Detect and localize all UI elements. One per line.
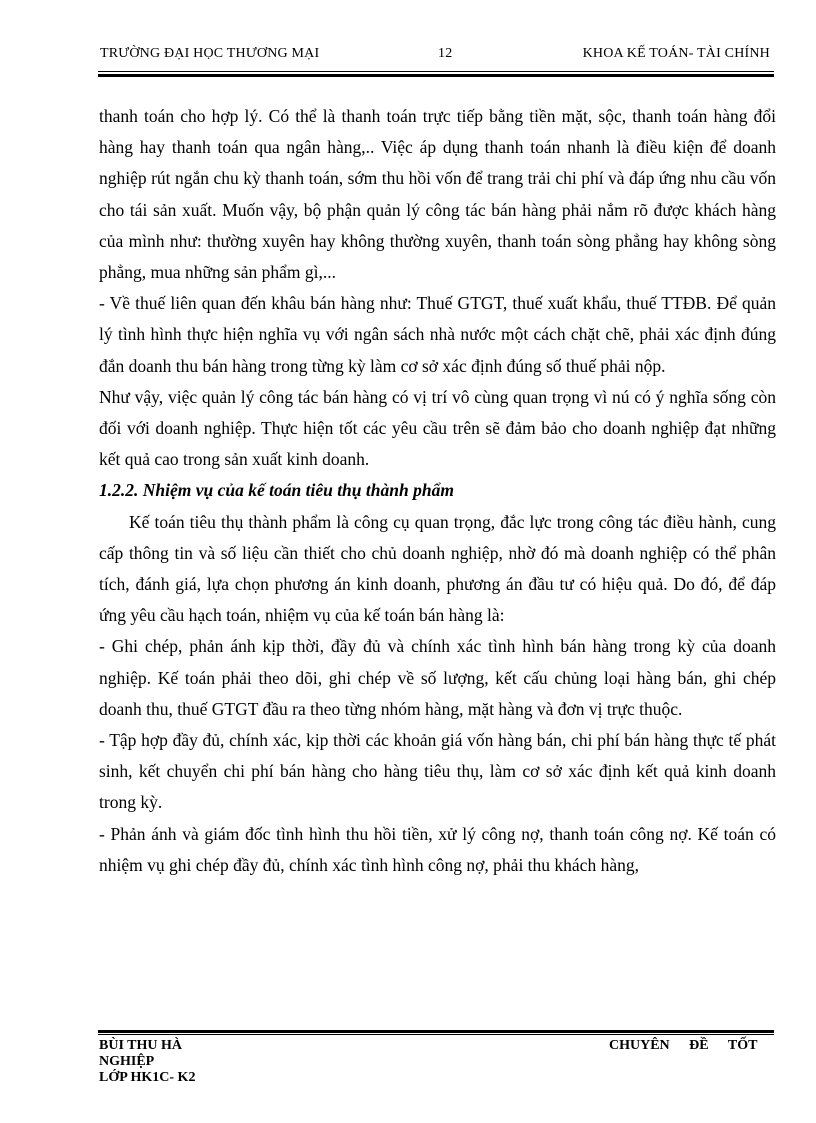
paragraph-summary: Như vậy, việc quản lý công tác bán hàng có vị trí vô cùng quan trọng vì nú có ý nghĩa sống còn đối với doanh nghiệp. Thực hiện tốt các yêu cầu trên sẽ đảm bảo cho doanh nghiệp đạt những kết quả cao trong sản xuất kinh doanh.: [99, 386, 776, 470]
header-university: TRƯỜNG ĐẠI HỌC THƯƠNG MẠI: [100, 46, 320, 61]
footer-rule-thick: [98, 1030, 774, 1033]
paragraph-duty-1: - Ghi chép, phản ánh kịp thời, đầy đủ và chính xác tình hình bán hàng trong kỳ của doanh nghiệp. Kế toán phải theo dõi, ghi chép về số lượng, kết cấu chủng loại hàng bán, ghi chép doanh thu, thuế GTGT đầu ra theo từng nhóm hàng, mặt hàng và đơn vị trực thuộc.: [99, 636, 776, 719]
footer-author: [99, 1038, 299, 1086]
paragraph-intro-duties: Kế toán tiêu thụ thành phẩm là công cụ quan trọng, đắc lực trong công tác điều hành, cung cấp thông tin và số liệu cần thiết cho chủ doanh nghiệp, nhờ đó mà doanh nghiệp có thể phân tích, đánh giá, lựa chọn phương án kinh doanh, phương án đầu tư có hiệu quả. Do đó, để đáp ứng yêu cầu hạch toán, nhiệm vụ của kế toán bán hàng là:: [99, 511, 776, 626]
header-faculty: KHOA KẾ TOÁN- TÀI CHÍNH: [582, 46, 770, 61]
header-rule-thin: [98, 71, 774, 72]
paragraph-payment: thanh toán cho hợp lý. Có thể là thanh toán trực tiếp bằng tiền mặt, sộc, thanh toán hàng đổi hàng hay thanh toán qua ngân hàng,.. Việc áp dụng thanh toán nhanh là điều kiện để doanh nghiệp rút ngắn chu kỳ thanh toán, sớm thu hồi vốn để trang trải chi phí và đáp ứng nhu cầu vốn cho tái sản xuất. Muốn vậy, bộ phận quản lý công tác bán hàng phải nắm rõ được khách hàng của mình như: thường xuyên hay không thường xuyên, thanh toán sòng phẳng hay không sòng phẳng, mua những sản phẩm gì,...: [99, 106, 776, 283]
footer-document-type: NGHIỆP: [99, 1054, 155, 1069]
footer-rule-thin: [98, 1034, 774, 1035]
header-rule-thick: [98, 74, 774, 77]
footer-author-name: BÙI THU HÀ: [99, 1038, 182, 1053]
page-body: [99, 101, 776, 881]
page-number: 12: [438, 46, 453, 61]
paragraph-duty-2: - Tập hợp đầy đủ, chính xác, kịp thời các khoản giá vốn hàng bán, chi phí bán hàng thực tế phát sinh, kết chuyển chi phí bán hàng cho hàng tiêu thụ, làm cơ sở xác định kết quả kinh doanh trong kỳ.: [99, 730, 776, 813]
page-header: [98, 46, 774, 68]
section-heading: 1.2.2. Nhiệm vụ của kế toán tiêu thụ thành phẩm: [99, 480, 454, 501]
paragraph-duty-3: - Phản ánh và giám đốc tình hình thu hồi tiền, xử lý công nợ, thanh toán công nợ. Kế toán có nhiệm vụ ghi chép đầy đủ, chính xác tình hình công nợ, phải thu khách hàng,: [99, 823, 776, 875]
footer-document-title: CHUYÊN ĐỀ TỐT: [609, 1038, 758, 1053]
paragraph-tax: - Về thuế liên quan đến khâu bán hàng như: Thuế GTGT, thuế xuất khẩu, thuế TTĐB. Để quản lý tình hình thực hiện nghĩa vụ với ngân sách nhà nước một cách chặt chẽ, phải xác định đúng đắn doanh thu bán hàng trong từng kỳ làm cơ sở xác định đúng số thuế phải nộp.: [99, 293, 776, 376]
footer-class: LỚP HK1C- K2: [99, 1070, 196, 1085]
